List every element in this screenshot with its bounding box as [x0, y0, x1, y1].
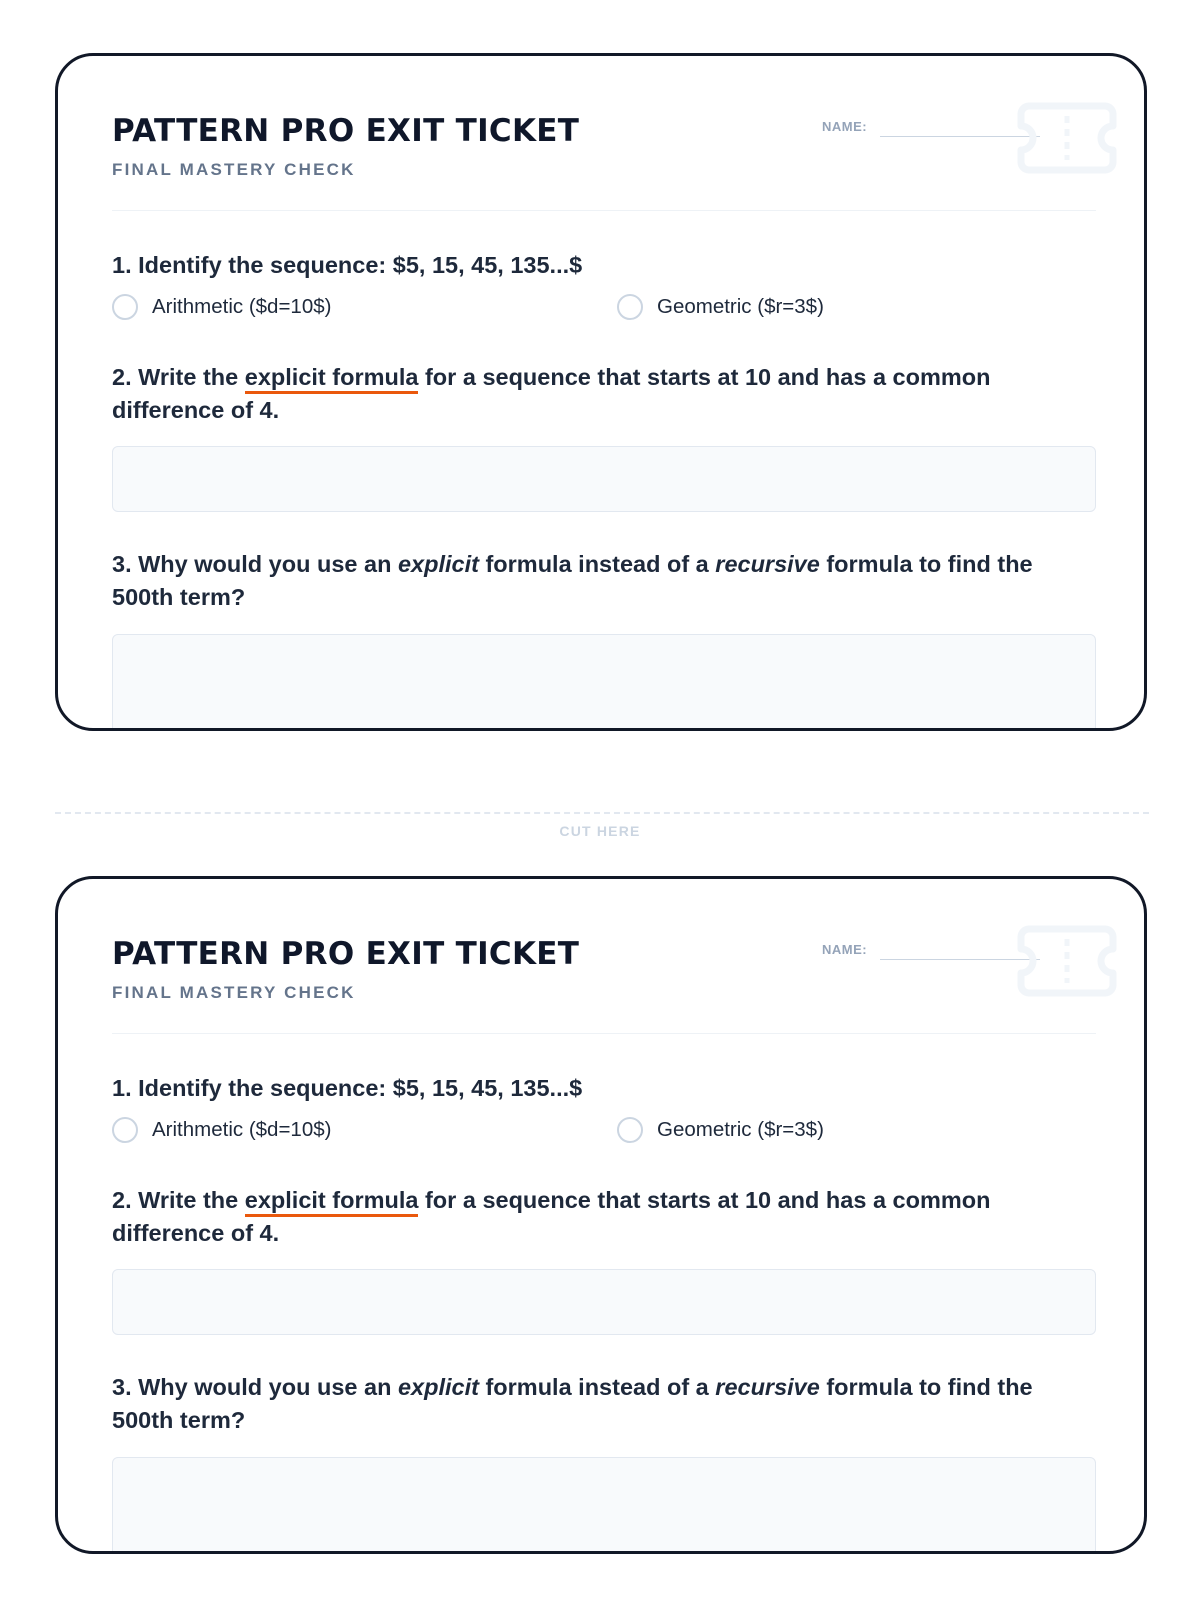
- q3-part1: 3. Why would you use an: [112, 1374, 392, 1400]
- header-divider: [112, 210, 1096, 211]
- q3-emph-explicit: explicit: [397, 551, 479, 577]
- radio-button[interactable]: [112, 294, 138, 320]
- option-label: Arithmetic ($d=10$): [152, 295, 332, 318]
- option-arithmetic[interactable]: [112, 1117, 331, 1143]
- name-field[interactable]: [880, 959, 1040, 960]
- option-label: Arithmetic ($d=10$): [152, 1118, 332, 1141]
- q3-emph-explicit: explicit: [397, 1374, 479, 1400]
- exit-ticket-1: [55, 53, 1147, 731]
- q2-highlight: explicit formula: [245, 1187, 419, 1217]
- q3-part3: formula to find the 500th term?: [112, 1374, 1033, 1433]
- radio-button[interactable]: [112, 1117, 138, 1143]
- q3-part2: formula instead of a: [485, 551, 709, 577]
- question-2: [112, 361, 1096, 427]
- cut-label: CUT HERE: [559, 823, 641, 839]
- exit-ticket-2: [55, 876, 1147, 1554]
- q3-part1: 3. Why would you use an: [112, 551, 392, 577]
- cut-line: [55, 812, 1149, 814]
- question-1: 1. Identify the sequence: $5, 15, 45, 135...$: [112, 252, 583, 278]
- option-label: Geometric ($r=3$): [657, 1118, 824, 1141]
- q3-emph-recursive: recursive: [715, 551, 820, 577]
- option-label: Geometric ($r=3$): [657, 295, 824, 318]
- q3-part2: formula instead of a: [485, 1374, 709, 1400]
- option-arithmetic[interactable]: [112, 294, 331, 320]
- name-label: NAME:: [822, 119, 868, 134]
- ticket-title: PATTERN PRO EXIT TICKET: [112, 936, 580, 972]
- q2-highlight: explicit formula: [245, 364, 419, 394]
- name-field[interactable]: [880, 136, 1040, 137]
- ticket-title: PATTERN PRO EXIT TICKET: [112, 113, 580, 149]
- answer-box-3[interactable]: [112, 1457, 1096, 1554]
- q2-suffix: for a sequence that starts at 10 and has a common difference of 4.: [112, 364, 991, 423]
- q2-prefix: 2. Write the: [112, 364, 239, 390]
- ticket-subtitle: FINAL MASTERY CHECK: [112, 983, 356, 1002]
- radio-button[interactable]: [617, 294, 643, 320]
- option-geometric[interactable]: [617, 1117, 824, 1143]
- question-2: [112, 1184, 1096, 1250]
- ticket-icon: [1017, 102, 1117, 174]
- q2-prefix: 2. Write the: [112, 1187, 239, 1213]
- question-3: [112, 548, 1096, 614]
- header-divider: [112, 1033, 1096, 1034]
- radio-button[interactable]: [617, 1117, 643, 1143]
- option-geometric[interactable]: [617, 294, 824, 320]
- ticket-icon: [1017, 925, 1117, 997]
- answer-box-3[interactable]: [112, 634, 1096, 731]
- ticket-subtitle: FINAL MASTERY CHECK: [112, 160, 356, 179]
- question-3: [112, 1371, 1096, 1437]
- answer-box-2[interactable]: [112, 1269, 1096, 1335]
- q3-part3: formula to find the 500th term?: [112, 551, 1033, 610]
- question-1: 1. Identify the sequence: $5, 15, 45, 135...$: [112, 1075, 583, 1101]
- answer-box-2[interactable]: [112, 446, 1096, 512]
- q3-emph-recursive: recursive: [715, 1374, 820, 1400]
- q2-suffix: for a sequence that starts at 10 and has a common difference of 4.: [112, 1187, 991, 1246]
- name-label: NAME:: [822, 942, 868, 957]
